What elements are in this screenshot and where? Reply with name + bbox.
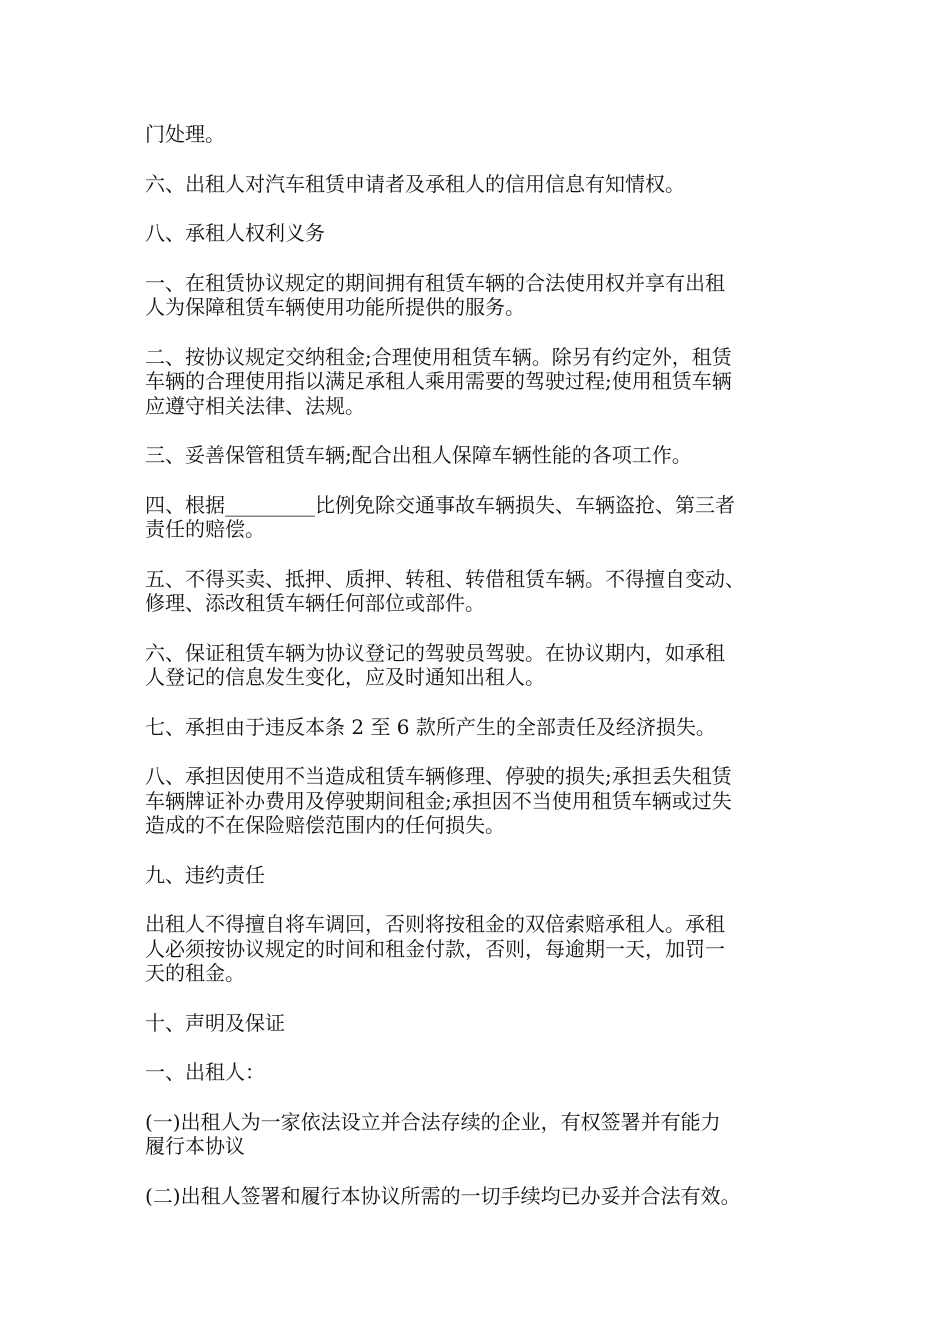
section-heading (145, 1011, 835, 1036)
document-page (145, 122, 835, 1233)
paragraph (145, 1184, 835, 1209)
text-line: 六、保证租赁车辆为协议登记的驾驶员驾驶。在协议期内，如承租 (145, 640, 725, 665)
text-line: 二、按协议规定交纳租金;合理使用租赁车辆。除另有约定外，租赁 (145, 344, 732, 369)
paragraph (145, 715, 835, 740)
text-line: 应遵守相关法律、法规。 (145, 393, 365, 418)
text-line: 九、违约责任 (145, 862, 265, 887)
text-line: 修理、添改租赁车辆任何部位或部件。 (145, 591, 485, 615)
text-line: 十、声明及保证 (145, 1010, 285, 1035)
text-line: 责任的赔偿。 (145, 517, 265, 541)
paragraph (145, 1060, 835, 1085)
text-line: 人登记的信息发生变化，应及时通知出租人。 (145, 665, 545, 689)
paragraph (145, 764, 835, 838)
text-line: 五、不得买卖、抵押、质押、转租、转借租赁车辆。不得擅自变动、 (145, 566, 745, 591)
text-line: 四、根据_________比例免除交通事故车辆损失、车辆盗抢、第三者 (145, 492, 735, 517)
text-line: 人为保障租赁车辆使用功能所提供的服务。 (145, 295, 525, 319)
paragraph (145, 567, 835, 616)
paragraph (145, 1110, 835, 1159)
text-line: 一、在租赁协议规定的期间拥有租赁车辆的合法使用权并享有出租 (145, 270, 725, 295)
text-line: 八、承担因使用不当造成租赁车辆修理、停驶的损失;承担丢失租赁 (145, 764, 732, 788)
paragraph (145, 122, 835, 147)
text-line: (一)出租人为一家依法设立并合法存续的企业，有权签署并有能力 (145, 1109, 721, 1134)
paragraph (145, 271, 835, 320)
paragraph (145, 641, 835, 690)
text-line: 门处理。 (145, 122, 225, 146)
text-line: 三、妥善保管租赁车辆;配合出租人保障车辆性能的各项工作。 (145, 443, 692, 467)
text-line: (二)出租人签署和履行本协议所需的一切手续均已办妥并合法有效。 (145, 1183, 741, 1208)
text-line: 六、出租人对汽车租赁申请者及承租人的信用信息有知情权。 (145, 171, 685, 196)
paragraph (145, 443, 835, 468)
text-line: 车辆牌证补办费用及停驶期间租金;承担因不当使用租赁车辆或过失 (145, 788, 732, 813)
paragraph (145, 345, 835, 419)
text-line: 一、出租人： (145, 1060, 265, 1084)
text-line: 天的租金。 (145, 961, 245, 985)
text-line: 车辆的合理使用指以满足承租人乘用需要的驾驶过程;使用租赁车辆 (145, 369, 732, 393)
text-line: 出租人不得擅自将车调回，否则将按租金的双倍索赔承租人。承租 (145, 912, 725, 936)
text-line: 履行本协议 (145, 1134, 245, 1158)
section-heading (145, 863, 835, 888)
text-line: 八、承租人权利义务 (145, 221, 325, 245)
text-line: 七、承担由于违反本条 2 至 6 款所产生的全部责任及经济损失。 (145, 714, 716, 739)
text-line: 人必须按协议规定的时间和租金付款，否则，每逾期一天，加罚一 (145, 936, 725, 961)
text-line: 造成的不在保险赔偿范围内的任何损失。 (145, 813, 505, 837)
paragraph (145, 493, 835, 542)
paragraph (145, 912, 835, 986)
section-heading (145, 221, 835, 246)
paragraph (145, 172, 835, 197)
